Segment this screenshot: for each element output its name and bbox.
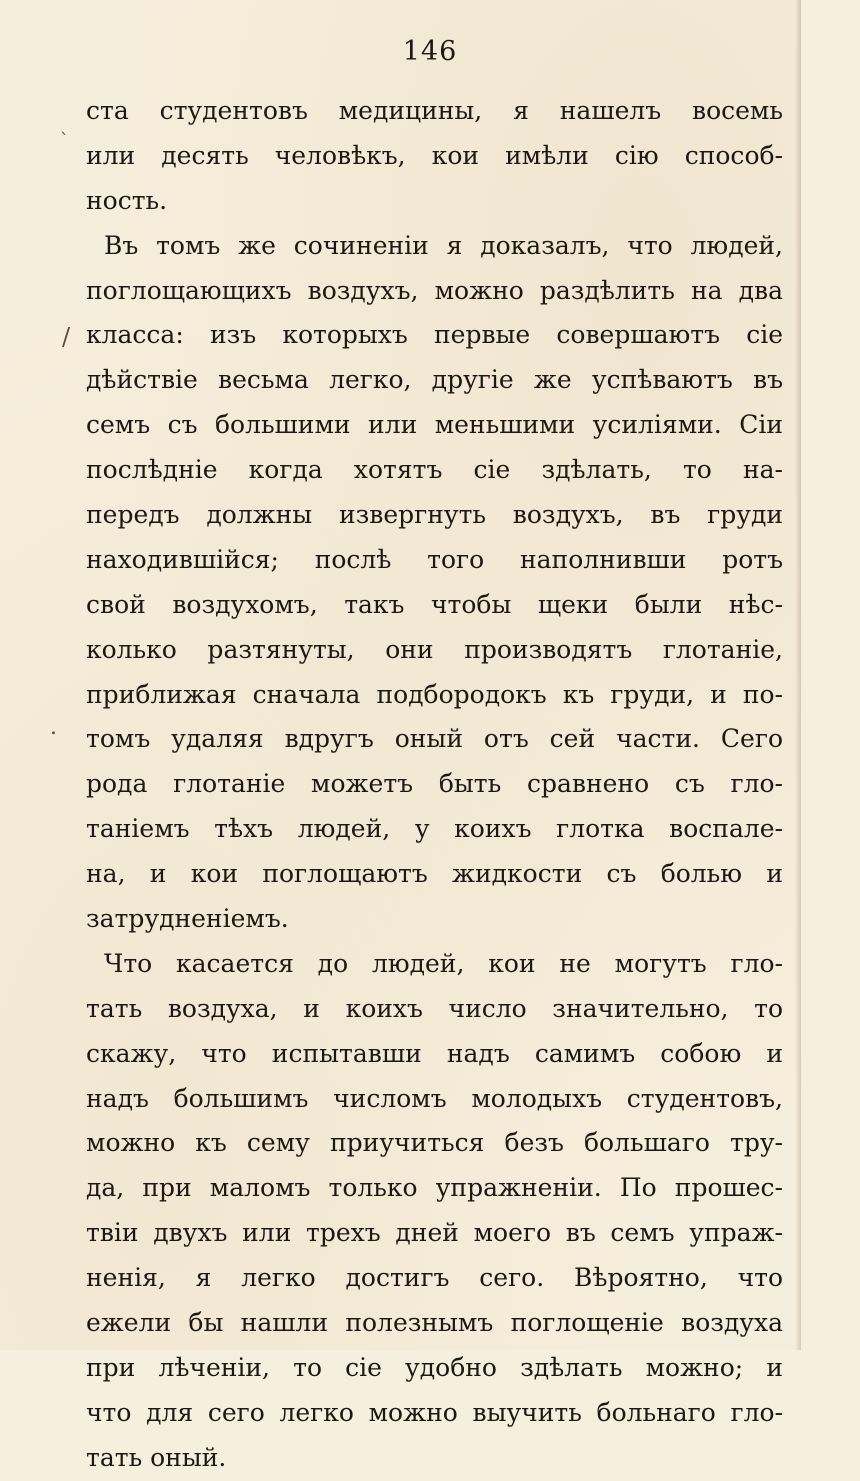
text-line: тать оный. <box>86 1442 227 1472</box>
body-text <box>86 89 783 1481</box>
text-line: да, при маломъ только упражненіи. По прошес- <box>86 1173 783 1203</box>
text-line: ежели бы нашли полезнымъ поглощеніе воздуха <box>86 1308 783 1338</box>
text-line: твіи двухъ или трехъ дней моего въ семъ упраж- <box>86 1218 783 1248</box>
text-line: скажу, что испытавши надъ самимъ собою и <box>86 1038 783 1068</box>
text-line: рода глотаніе можетъ быть сравнено съ гло- <box>86 769 783 799</box>
text-line: поглощающихъ воздухъ, можно раздѣлить на два <box>86 275 783 305</box>
text-line: тать воздуха, и коихъ число значительно, то <box>86 993 783 1023</box>
text-line: колько разтянуты, они производятъ глотаніе, <box>86 634 783 664</box>
text-line: приближая сначала подбородокъ къ груди, и по- <box>86 679 783 709</box>
text-line: затрудненіемъ. <box>86 904 289 934</box>
paragraph-start-line: Въ томъ же сочиненіи я доказалъ, что людей, <box>104 230 783 260</box>
text-line: послѣдніе когда хотятъ сіе здѣлать, то на- <box>86 455 783 485</box>
text-line: передъ должны извергнуть воздухъ, въ груди <box>86 500 783 530</box>
text-line: томъ удаляя вдругъ оный отъ сей части. Сего <box>86 724 783 754</box>
text-line: находившійся; послѣ того наполнивши ротъ <box>86 544 783 574</box>
text-line: что для сего легко можно выучить больнаго гло- <box>86 1397 783 1427</box>
text-line: таніемъ тѣхъ людей, у коихъ глотка воспале- <box>86 814 783 844</box>
text-line: класса: изъ которыхъ первые совершаютъ сіе <box>86 320 783 350</box>
text-line: семъ съ большими или меньшими усиліями. Сіи <box>86 410 783 440</box>
text-line: дѣйствіе весьма легко, другіе же успѣваютъ въ <box>86 365 783 395</box>
text-line: свой воздухомъ, такъ чтобы щеки были нѣс- <box>86 589 783 619</box>
text-line: ненія, я легко достигъ сего. Вѣроятно, что <box>86 1263 783 1293</box>
margin-mark: . <box>50 715 57 740</box>
text-line: при лѣченіи, то сіе удобно здѣлать можно; и <box>86 1352 783 1382</box>
paragraph-start-line: Что касается до людей, кои не могутъ гло- <box>104 948 783 978</box>
text-line: ста студентовъ медицины, я нашелъ восемь <box>86 96 783 125</box>
text-line: ность. <box>86 185 168 215</box>
text-line: надъ большимъ числомъ молодыхъ студентовъ, <box>86 1083 783 1113</box>
text-line: можно къ сему приучиться безъ большаго тру- <box>86 1128 783 1158</box>
margin-mark: / <box>62 323 71 351</box>
text-line: или десять человѣкъ, кои имѣли сію способ- <box>86 140 783 170</box>
margin-mark: ` <box>60 130 69 151</box>
text-line: на, и кои поглощаютъ жидкости съ болью и <box>86 859 783 889</box>
page-number: 146 <box>402 36 458 67</box>
